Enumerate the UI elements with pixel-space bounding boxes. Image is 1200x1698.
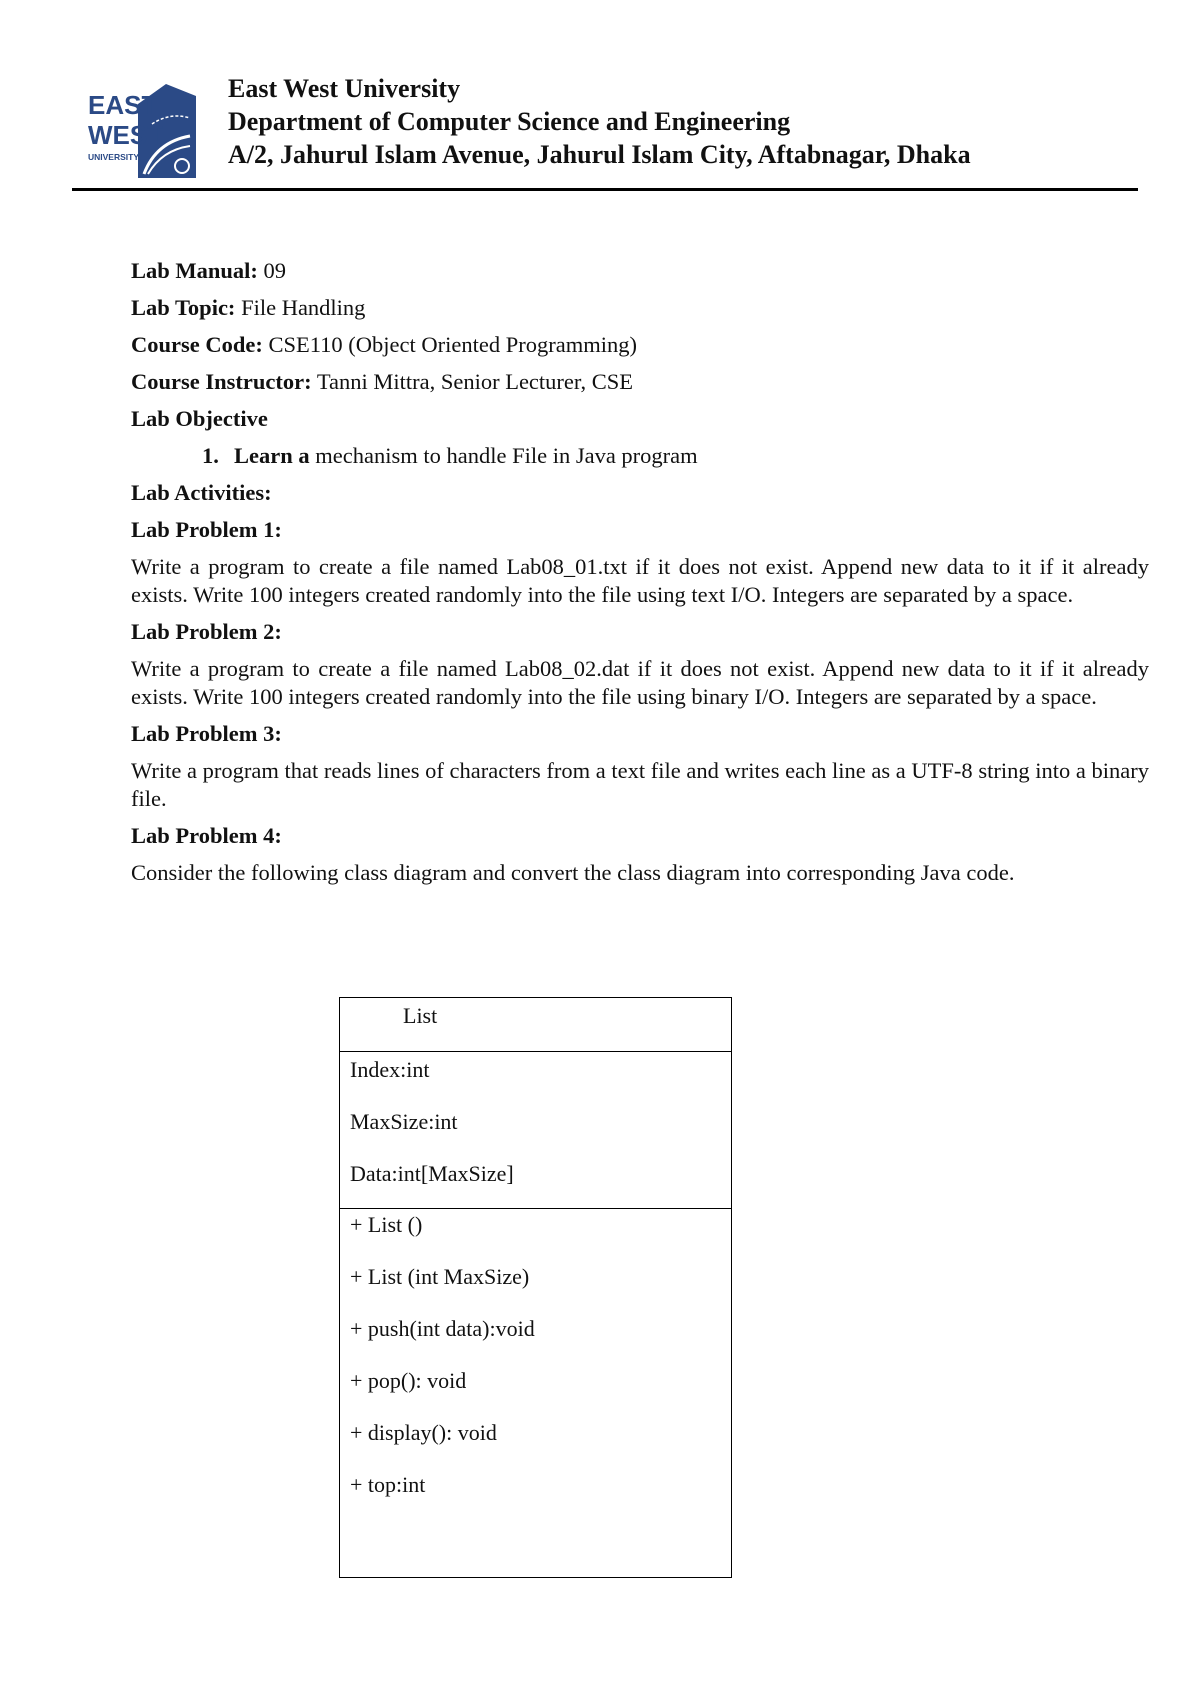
uml-attribute: MaxSize:int — [350, 1109, 458, 1134]
lab-manual-line — [131, 257, 1149, 285]
problem-2-text: Write a program to create a file named Lab08_02.dat if it does not exist. Append new data to it if it already exists. Write 100 integers created randomly into the file using binary I/O. Integers are separated by a space. — [131, 656, 1149, 709]
logo-text-east: EAST — [88, 90, 158, 120]
problem-4-text: Consider the following class diagram and convert the class diagram into corresponding Java code. — [131, 860, 1015, 885]
objective-number: 1. — [202, 443, 219, 468]
uml-method: + top:int — [350, 1472, 426, 1497]
document-body — [131, 257, 1149, 896]
uml-attribute: Index:int — [350, 1057, 430, 1082]
uml-attributes-box — [340, 1052, 731, 1209]
problem-3-text: Write a program that reads lines of characters from a text file and writes each line as a UTF-8 string into a binary file. — [131, 758, 1149, 811]
problem-3-heading: Lab Problem 3: — [131, 721, 282, 746]
document-header — [0, 0, 1200, 200]
course-code-label: Course Code: — [131, 332, 263, 357]
uml-method: + List (int MaxSize) — [350, 1264, 530, 1289]
logo-text-west: WEST — [88, 120, 164, 150]
problem-4-heading: Lab Problem 4: — [131, 823, 282, 848]
problem-1-text: Write a program to create a file named Lab08_01.txt if it does not exist. Append new data to it if it already exists. Write 100 integers created randomly into the file using text I/O. Integers are separated by a space. — [131, 554, 1149, 607]
uml-method: + push(int data):void — [350, 1316, 535, 1341]
uml-method: + display(): void — [350, 1420, 497, 1445]
activities-heading: Lab Activities: — [131, 480, 272, 505]
uml-method: + pop(): void — [350, 1368, 467, 1393]
university-address: A/2, Jahurul Islam Avenue, Jahurul Islam City, Aftabnagar, Dhaka — [228, 140, 971, 169]
lab-manual-value: 09 — [263, 258, 287, 283]
uml-class-diagram — [339, 997, 732, 1578]
uml-class-name: List — [403, 1003, 438, 1028]
lab-topic-value: File Handling — [241, 295, 366, 320]
lab-topic-line — [131, 294, 1149, 322]
course-code-line — [131, 331, 1149, 359]
problem-1-heading: Lab Problem 1: — [131, 517, 282, 542]
uml-attribute: Data:int[MaxSize] — [350, 1161, 514, 1186]
university-logo — [86, 82, 206, 180]
logo-text-university: UNIVERSITY — [88, 152, 140, 162]
objective-heading: Lab Objective — [131, 406, 268, 431]
objective-text: mechanism to handle File in Java program — [315, 443, 698, 468]
lab-topic-label: Lab Topic: — [131, 295, 236, 320]
uml-methods-box — [340, 1209, 731, 1579]
instructor-label: Course Instructor: — [131, 369, 312, 394]
course-code-value: CSE110 (Object Oriented Programming) — [268, 332, 637, 357]
uml-method: + List () — [350, 1212, 423, 1237]
instructor-line — [131, 368, 1149, 396]
lab-manual-label: Lab Manual: — [131, 258, 258, 283]
header-divider — [72, 188, 1138, 191]
objective-bold-text: Learn a — [234, 443, 310, 468]
objective-item — [131, 442, 1149, 470]
department-name: Department of Computer Science and Engineering — [228, 107, 791, 136]
uml-class-name-box — [340, 998, 731, 1052]
problem-2-heading: Lab Problem 2: — [131, 619, 282, 644]
university-name: East West University — [228, 74, 461, 103]
instructor-value: Tanni Mittra, Senior Lecturer, CSE — [316, 369, 634, 394]
